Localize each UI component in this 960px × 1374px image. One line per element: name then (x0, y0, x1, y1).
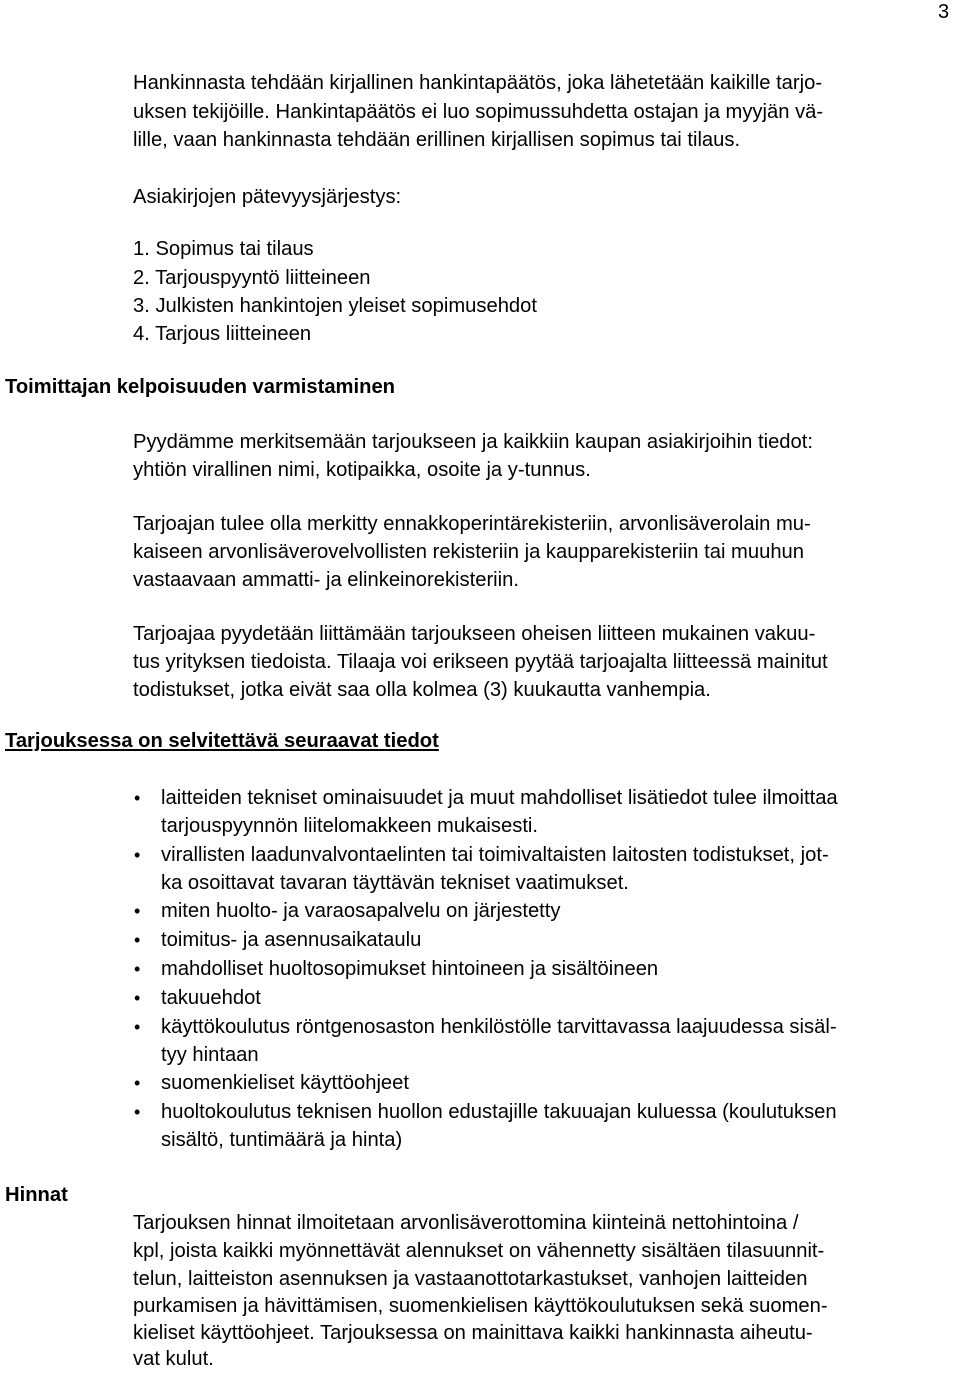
paragraph-line: Tarjouksen hinnat ilmoitetaan arvonlisäverottomina kiinteinä nettohintoina / (133, 1212, 799, 1234)
intro-line: lille, vaan hankinnasta tehdään erillinen kirjallisen sopimus tai tilaus. (133, 129, 741, 151)
list-item-cont: tarjouspyynnön liitelomakkeen mukaisesti. (161, 815, 539, 837)
section-heading: Toimittajan kelpoisuuden varmistaminen (5, 376, 395, 398)
list-item: toimitus- ja asennusaikataulu (161, 929, 422, 951)
paragraph-line: kieliset käyttöohjeet. Tarjouksessa on mainittava kaikki hankinnasta aiheutu- (133, 1322, 813, 1344)
intro-line: uksen tekijöille. Hankintapäätös ei luo sopimussuhdetta ostajan ja myyjän vä- (133, 101, 824, 123)
list-item: käyttökoulutus röntgenosaston henkilöstölle tarvittavassa laajuudessa sisäl- (161, 1016, 837, 1038)
list-item: huoltokoulutus teknisen huollon edustajille takuuajan kuluessa (koulutuksen (161, 1101, 837, 1123)
validity-item: 3. Julkisten hankintojen yleiset sopimusehdot (133, 295, 537, 317)
paragraph-line: Tarjoajaa pyydetään liittämään tarjoukseen oheisen liitteen mukainen vakuu- (133, 623, 816, 645)
list-item-cont: sisältö, tuntimäärä ja hinta) (161, 1129, 403, 1151)
paragraph-line: Tarjoajan tulee olla merkitty ennakkoperintärekisteriin, arvonlisäverolain mu- (133, 513, 811, 535)
validity-item: 1. Sopimus tai tilaus (133, 238, 314, 260)
bullet-marker: • (134, 1017, 141, 1037)
bullet-marker: • (134, 959, 141, 979)
validity-heading: Asiakirjojen pätevyysjärjestys: (133, 186, 402, 208)
list-item: laitteiden tekniset ominaisuudet ja muut mahdolliset lisätiedot tulee ilmoittaa (161, 787, 838, 809)
bullet-marker: • (134, 901, 141, 921)
paragraph-line: vat kulut. (133, 1348, 214, 1370)
bullet-marker: • (134, 1073, 141, 1093)
section-heading: Hinnat (5, 1184, 68, 1206)
paragraph-line: Pyydämme merkitsemään tarjoukseen ja kaikkiin kaupan asiakirjoihin tiedot: (133, 431, 813, 453)
paragraph-line: kpl, joista kaikki myönnettävät alennukset on vähennetty sisältäen tilasuunnit- (133, 1240, 825, 1262)
paragraph-line: todistukset, jotka eivät saa olla kolmea (3) kuukautta vanhempia. (133, 679, 711, 701)
paragraph-line: kaiseen arvonlisäverovelvollisten rekisteriin ja kaupparekisteriin tai muuhun (133, 541, 805, 563)
bullet-marker: • (134, 845, 141, 865)
bullet-marker: • (134, 788, 141, 808)
page-number: 3 (938, 1, 950, 23)
intro-line: Hankinnasta tehdään kirjallinen hankintapäätös, joka lähetetään kaikille tarjo- (133, 72, 823, 94)
validity-item: 2. Tarjouspyyntö liitteineen (133, 267, 371, 289)
paragraph-line: tus yrityksen tiedoista. Tilaaja voi erikseen pyytää tarjoajalta liitteessä mainitut (133, 651, 828, 673)
bullet-marker: • (134, 988, 141, 1008)
paragraph-line: yhtiön virallinen nimi, kotipaikka, osoite ja y-tunnus. (133, 459, 591, 481)
list-item-cont: tyy hintaan (161, 1044, 259, 1066)
list-item: mahdolliset huoltosopimukset hintoineen ja sisältöineen (161, 958, 659, 980)
bullet-marker: • (134, 930, 141, 950)
bullet-marker: • (134, 1102, 141, 1122)
paragraph-line: vastaavaan ammatti- ja elinkeinorekisteriin. (133, 569, 519, 591)
paragraph-line: telun, laitteiston asennuksen ja vastaanottotarkastukset, vanhojen laitteiden (133, 1268, 808, 1290)
section-heading: Tarjouksessa on selvitettävä seuraavat tiedot (5, 730, 439, 752)
list-item: takuuehdot (161, 987, 261, 1009)
list-item: miten huolto- ja varaosapalvelu on järjestetty (161, 900, 561, 922)
list-item: virallisten laadunvalvontaelinten tai toimivaltaisten laitosten todistukset, jot- (161, 844, 829, 866)
validity-item: 4. Tarjous liitteineen (133, 323, 312, 345)
list-item-cont: ka osoittavat tavaran täyttävän tekniset vaatimukset. (161, 872, 629, 894)
list-item: suomenkieliset käyttöohjeet (161, 1072, 409, 1094)
paragraph-line: purkamisen ja hävittämisen, suomenkielisen käyttökoulutuksen sekä suomen- (133, 1295, 828, 1317)
